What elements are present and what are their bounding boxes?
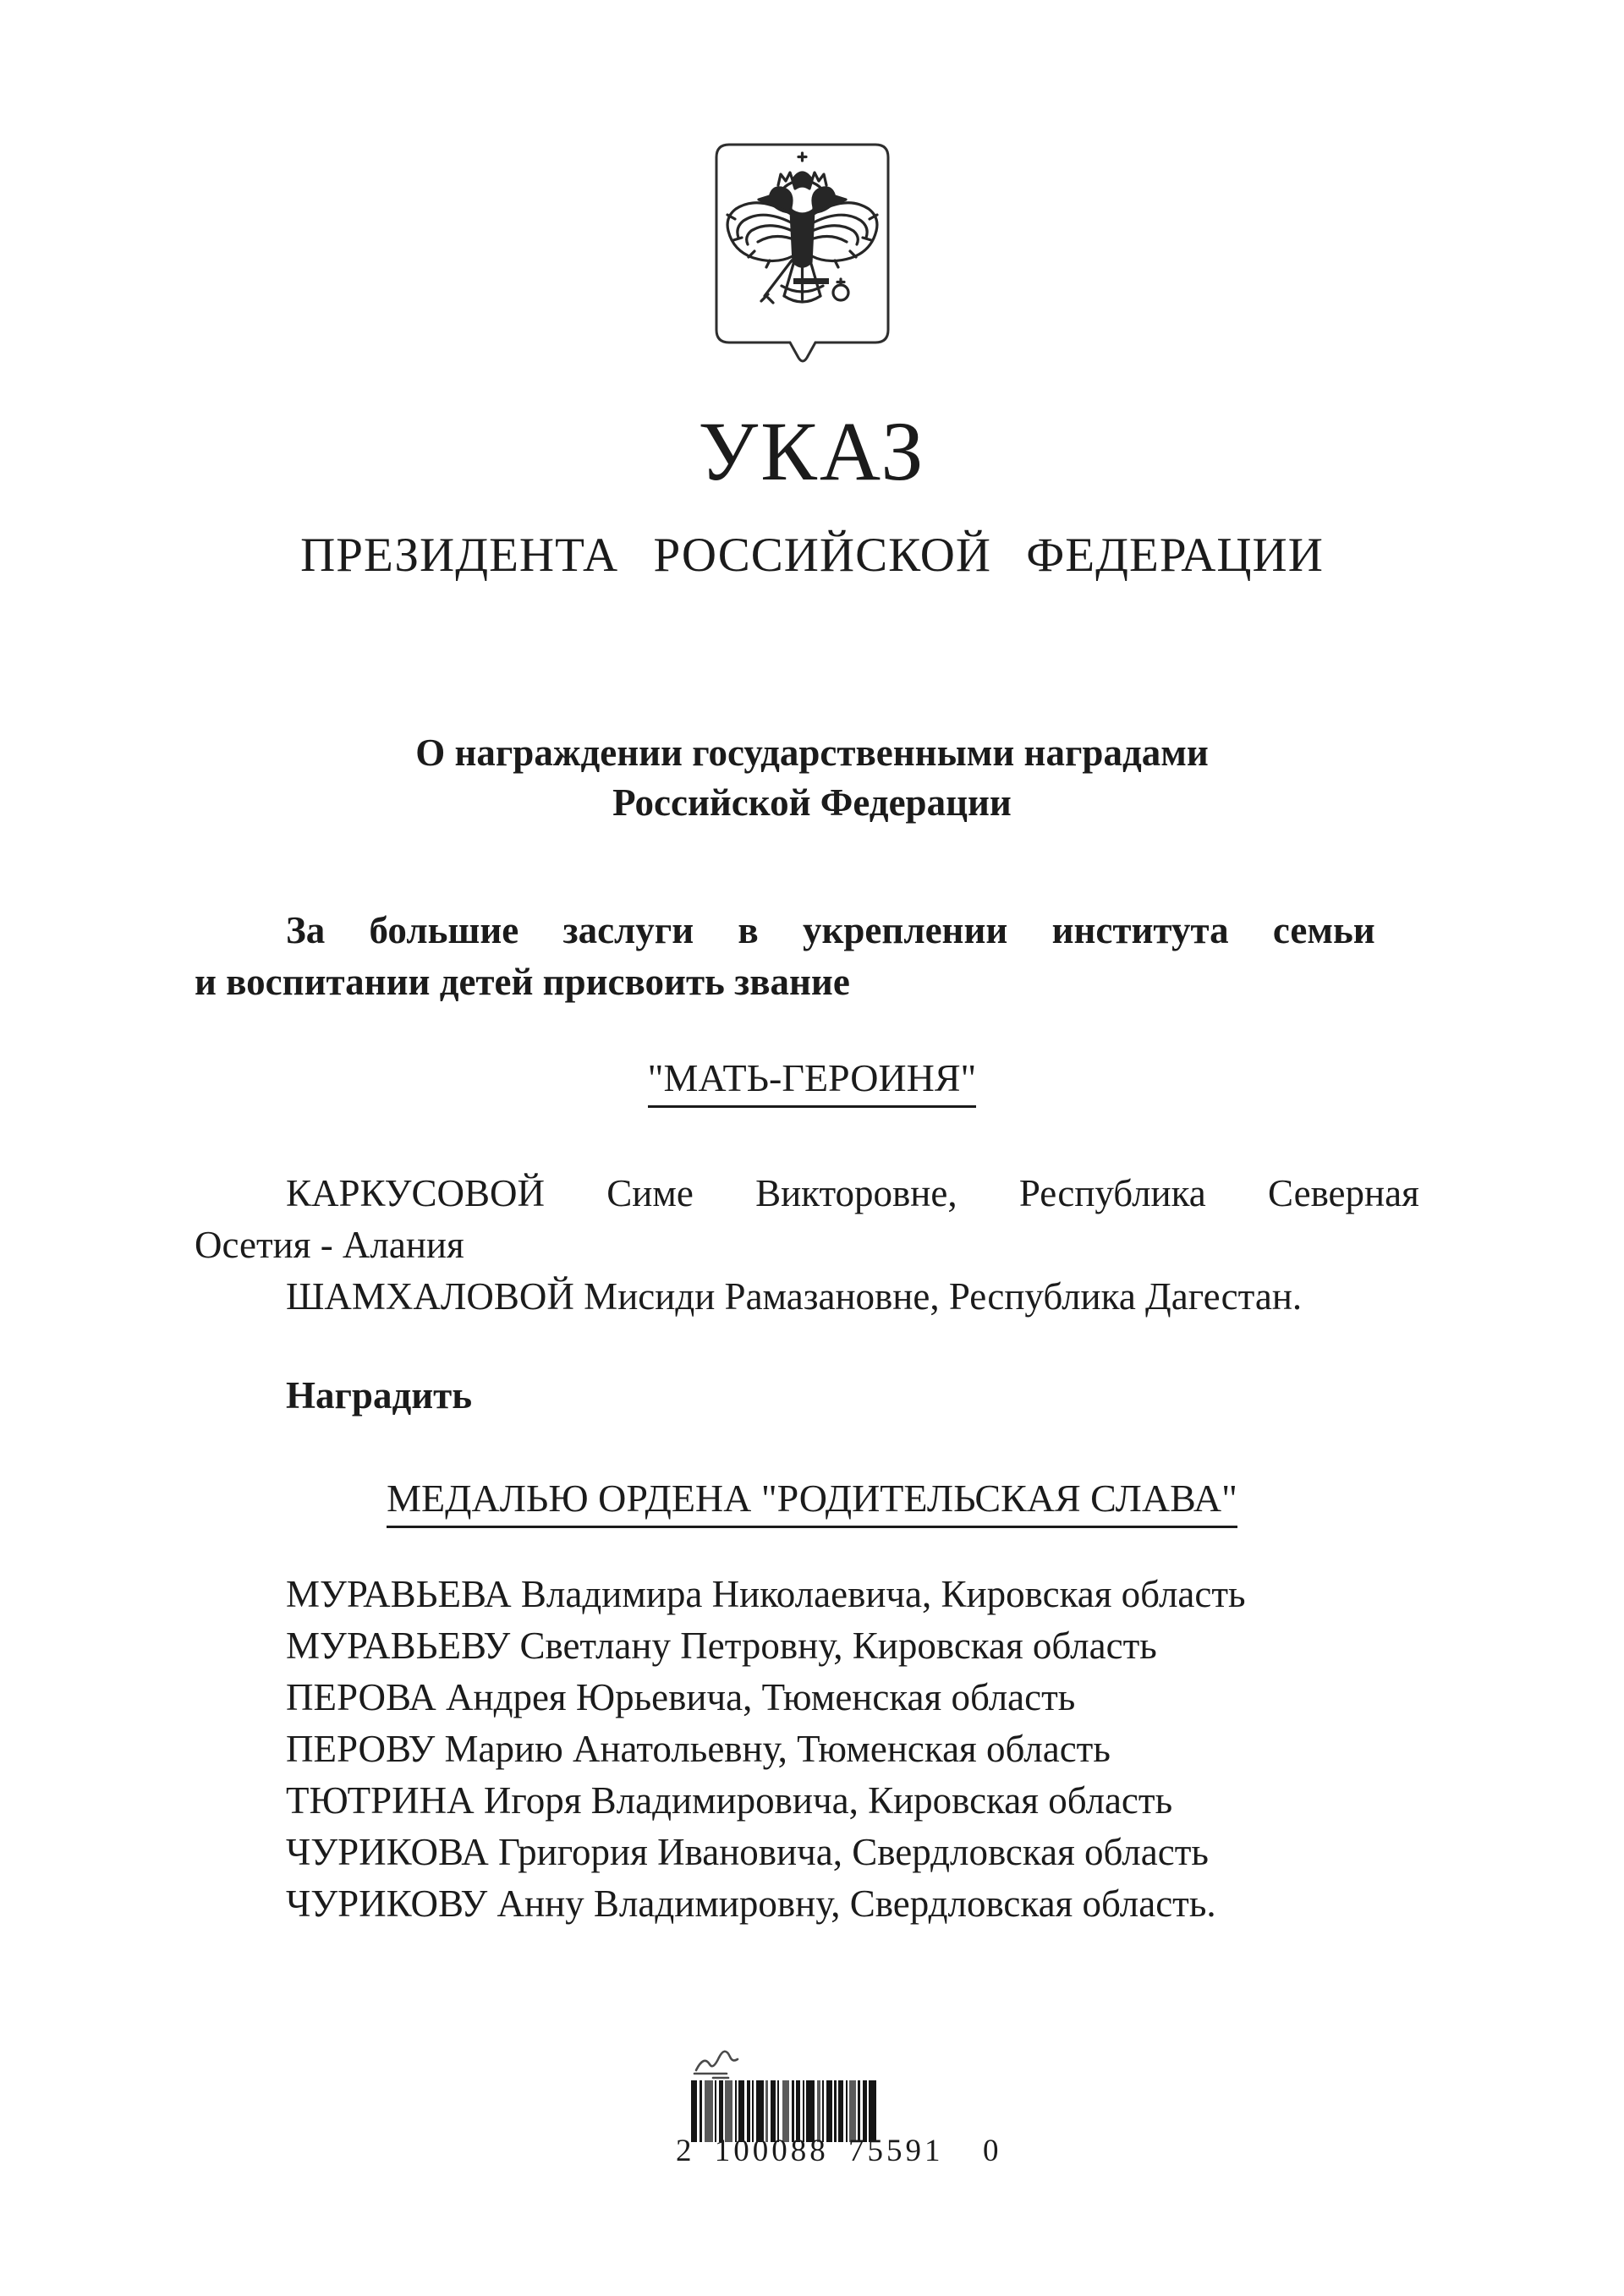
medal-recipient-row: МУРАВЬЕВУ Светлану Петровну, Кировская область xyxy=(286,1625,1157,1667)
decree-subject xyxy=(195,728,1429,828)
title-recipient-line-3: ШАМХАЛОВОЙ Мисиди Рамазановне, Республика Дагестан. xyxy=(286,1275,1303,1318)
medal-recipient-row: ПЕРОВУ Марию Анатольевну, Тюменская область xyxy=(286,1728,1111,1770)
title-recipients-paragraph xyxy=(195,1168,1429,1323)
ink-mark-icon xyxy=(691,2045,750,2080)
subject-line-1: О награждении государственными наградами xyxy=(415,732,1209,774)
award-verb: Наградить xyxy=(286,1374,473,1417)
title-recipient-line-2: Осетия - Алания xyxy=(195,1224,464,1266)
medal-recipient-row: ПЕРОВА Андрея Юрьевича, Тюменская область xyxy=(286,1676,1076,1718)
medal-heading-text: МЕДАЛЬЮ ОРДЕНА "РОДИТЕЛЬСКАЯ СЛАВА" xyxy=(387,1477,1237,1528)
medal-recipients-list xyxy=(286,1569,1470,1930)
decree-issuer: ПРЕЗИДЕНТА РОССИЙСКОЙ ФЕДЕРАЦИИ xyxy=(300,529,1324,582)
medal-recipient-row: МУРАВЬЕВА Владимира Николаевича, Кировская область xyxy=(286,1573,1246,1615)
preamble-line-2: и воспитании детей присвоить звание xyxy=(195,961,850,1003)
barcode-digits: 2 100088 75591 0 xyxy=(676,2134,1002,2168)
medal-heading xyxy=(0,1477,1624,1520)
russian-coat-of-arms-icon xyxy=(704,135,901,382)
subject-line-2: Российской Федерации xyxy=(612,781,1012,824)
decree-title: УКАЗ xyxy=(698,404,926,498)
title-recipient-line-1: КАРКУСОВОЙ Симе Викторовне, Республика Северная xyxy=(286,1172,1419,1214)
medal-recipient-row: ЧУРИКОВА Григория Ивановича, Свердловская область xyxy=(286,1831,1209,1873)
honorary-title-heading xyxy=(0,1057,1624,1099)
preamble-line-1: За большие заслуги в укреплении института семьи xyxy=(286,909,1375,951)
medal-recipient-row: ЧУРИКОВУ Анну Владимировну, Свердловская область. xyxy=(286,1882,1216,1925)
honorary-title-text: "МАТЬ-ГЕРОИНЯ" xyxy=(648,1056,977,1108)
medal-recipient-row: ТЮТРИНА Игоря Владимировича, Кировская область xyxy=(286,1779,1173,1822)
preamble-paragraph xyxy=(195,905,1429,1008)
